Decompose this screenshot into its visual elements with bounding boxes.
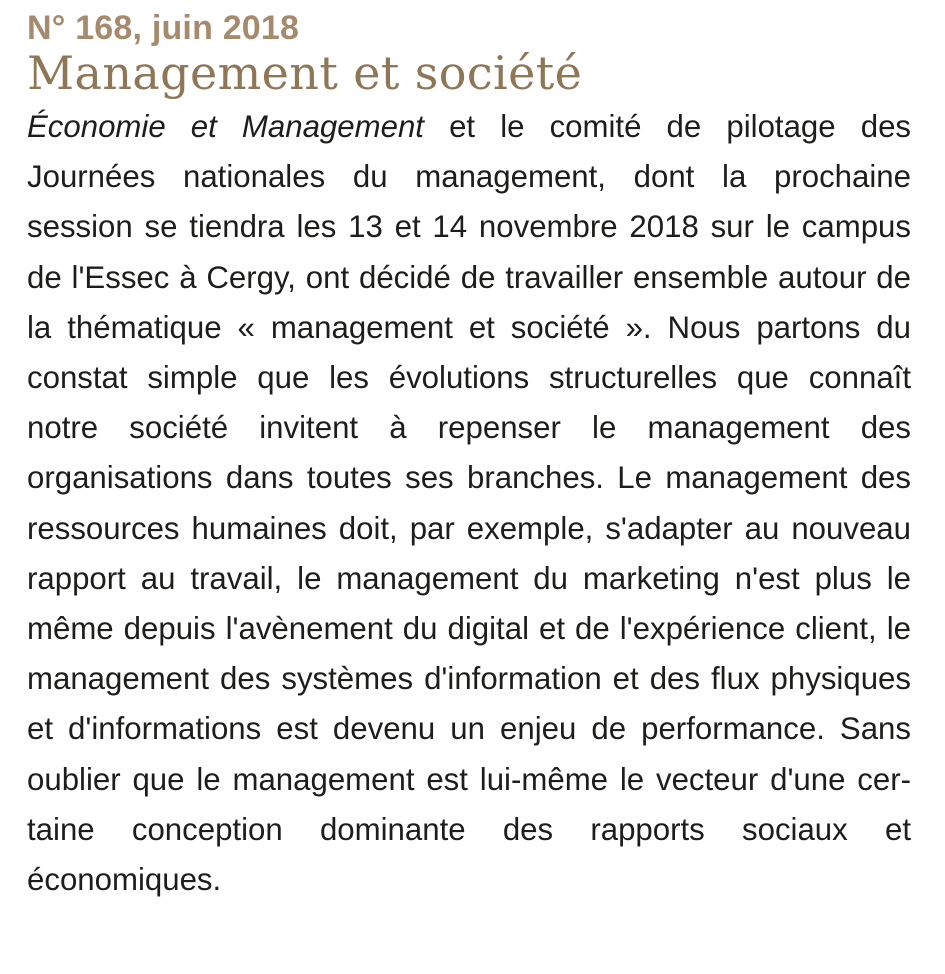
article-title: Management et société bbox=[27, 46, 583, 100]
journal-name: Économie et Management bbox=[27, 109, 424, 144]
issue-number: N° 168, juin 2018 bbox=[27, 9, 300, 47]
article-paragraph bbox=[27, 102, 911, 905]
article-text: et le comité de pilotage des Journées nationales du management, dont la prochaine session se tiendra les 13 et 14 novembre 2018 sur le campus de l'Essec à Cergy, ont décidé de travailler ensemble autour de la thématique « management et société ». Nous partons du constat simple que les évolutions structurelles que connaît notre société invitent à repenser le management des organisations dans toutes ses branches. Le management des ressources humaines doit, par exemple, s'adapter au nouveau rapport au travail, le management du marketing n'est plus le même depuis l'avènement du digital et de l'expérience client, le management des systèmes d'information et des flux physiques et d'informations est devenu un enjeu de performance. Sans oublier que le management est lui-même le vecteur d'une certaine conception dominante des rapports sociaux et économiques. bbox=[27, 109, 912, 898]
